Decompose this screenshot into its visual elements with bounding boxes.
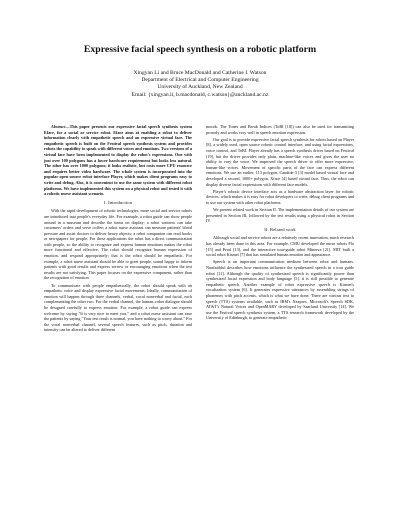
abstract-text: —This paper presents our expressive facial speech synthesis system Eface, for a social or service robot. Eface aims at enabling a robot to deliver information clearly with empathetic speech and an expressive virtual face. The empathetic speech is built on the Festival speech synthesis system and provides robots the capability to speak with different voices and emotions. Two versions of a virtual face have been implemented to display the robot's expressions. One with just over 100 polygons has a lower hardware requirement but looks less natural. The other has over 1000 polygons; it looks realistic, but costs more CPU resource and requires better video hardware. The whole system is incorporated into the popular open source robot interface Player, which makes client programs easy to write and debug. Also, it is convenient to use the same system with different robot platforms. We have implemented this system on a physical robot and tested it with a robotic nurse assistant scenario.	[44, 124, 192, 197]
body-paragraph: Player's robotic device interface acts as a hardware abstraction layer for robotic devices, which makes it is easy for robot developers to write, debug client programs and to use our system with other robot platforms.	[206, 188, 354, 205]
author-block	[40, 70, 360, 99]
intro-paragraph: With the rapid development of robotic technologies, more social and service robots are introduced into people's everyday life. For example, a robot guide can show people around in a museum and describe the items on display; a robot waitress can take customers' orders and serve coffee; a robot nurse assistant can measure patients' blood pressure and assist doctors to deliver heavy objects; a robot companion can read books or newspapers for people. For these applications the robot has a direct communication with people, so the ability to recognize and express human emotions makes the robot more functional and effective. The robot should recognize human expression of emotion, and respond appropriately; that is the robot should be empathetic. For example, a robot nurse assistant should be able to greet people, sound happy to inform patients with good results and express sorrow or encouraging emotions when the test results are not satisfying. This paper focuses on the expressive component, rather than the recognition of emotion.	[44, 208, 192, 281]
email: Email: {xingyan.li, b.macdonald, c.watson}@auckland.ac.nz	[131, 91, 269, 98]
body-paragraph: Our goal is to provide expressive facial speech synthesis for robots based on Player [8], a widely used, open source robotic control interface, and using facial expressions, voice control, and ToBI. Player already has a speech synthesis driver based on Festival [19], but the driver provides only plain, machine-like voices and gives the user no ability to vary the voice. We improved the speech driver to offer more expressive, human-like voices. Movement of specific parts of the face can express different emotions. We use an earlier, 113 polygon, Candide-3 [3] model based virtual face and developed a second, 1000+ polygon, Xface [4] based virtual face. Thus, the robot can display diverse facial expressions with different face models.	[206, 136, 354, 187]
intro-paragraph: To communicate with people empathetically, the robot should speak with an empathetic voice and display expressive facial movements. Ideally, communication of emotion will happen through three channels, verbal, vocal nonverbal and facial, each complementing the other two. For the verbal channel, the human–robot dialogue should be designed carefully to express emotion. For example, a robot guide can express welcome by saying "It is very nice to meet you," and a robot nurse assistant can ease the patients by saying "Your test result is normal, you have nothing to worry about." For the vocal nonverbal channel, several speech features, such as pitch, duration and intensity can be altered to deliver different	[44, 282, 192, 333]
university: University of Auckland, New Zealand	[157, 84, 243, 91]
body-paragraph: We present related work in Section II. The implementation details of our system are presented in Section III, followed by the test results using a physical robot in Section IV.	[206, 207, 354, 224]
related-paragraph: Although social and service robots are a relatively recent innovation, much research has already been done in this area. For example, CMU developed the nurse robots Flo [15] and Pearl [13], and the interactive tour-guide robot Minerva [21]. MIT built a social robot Kismet [7] that has simulated human emotion and appearance.	[206, 235, 354, 258]
section-heading-related-work: II. Related work	[264, 226, 296, 232]
section-heading-introduction: I. Introduction	[103, 199, 133, 205]
abstract-lead: Abstract	[51, 124, 66, 129]
right-column	[206, 124, 354, 323]
paper-title: Expressive facial speech synthesis on a robotic platform	[83, 44, 317, 55]
left-column	[44, 124, 192, 335]
related-paragraph: Speech is an important communication medium between robot and humans. Nonfaithful describes how emotions influence the synthesized speech in a tour guide robot [11]. Although the quality of synthesized speech is significantly poorer than synthesized facial expression and body language [5], it is still possible to generate empathetic speech. Another example of robot expressive speech is Kismet's vocalization system [6]. It generates expressive utterances by assembling strings of phonemes with pitch accents, which is what we have done. There are various text to speech (TTS) systems available, such as IBM's Naxpres, Microsoft's Speech SDK, AT&T's Natural Voices and OpenMARY developed by Saarland University [14]. We use the Festival speech synthesis system, a TTS research framework developed by the University of Edinburgh, to generate empathetic	[206, 259, 354, 321]
body-paragraph: moods. The Tones and Break Indices (ToBI [18]) can also be used for transmitting prosody and works very well in speech emotion expression.	[206, 124, 354, 135]
author-names: Xingyan Li and Bruce MacDonald and Catherine I. Watson	[133, 70, 267, 76]
department: Department of Electrical and Computer Engineering	[141, 77, 259, 84]
abstract	[44, 124, 192, 197]
